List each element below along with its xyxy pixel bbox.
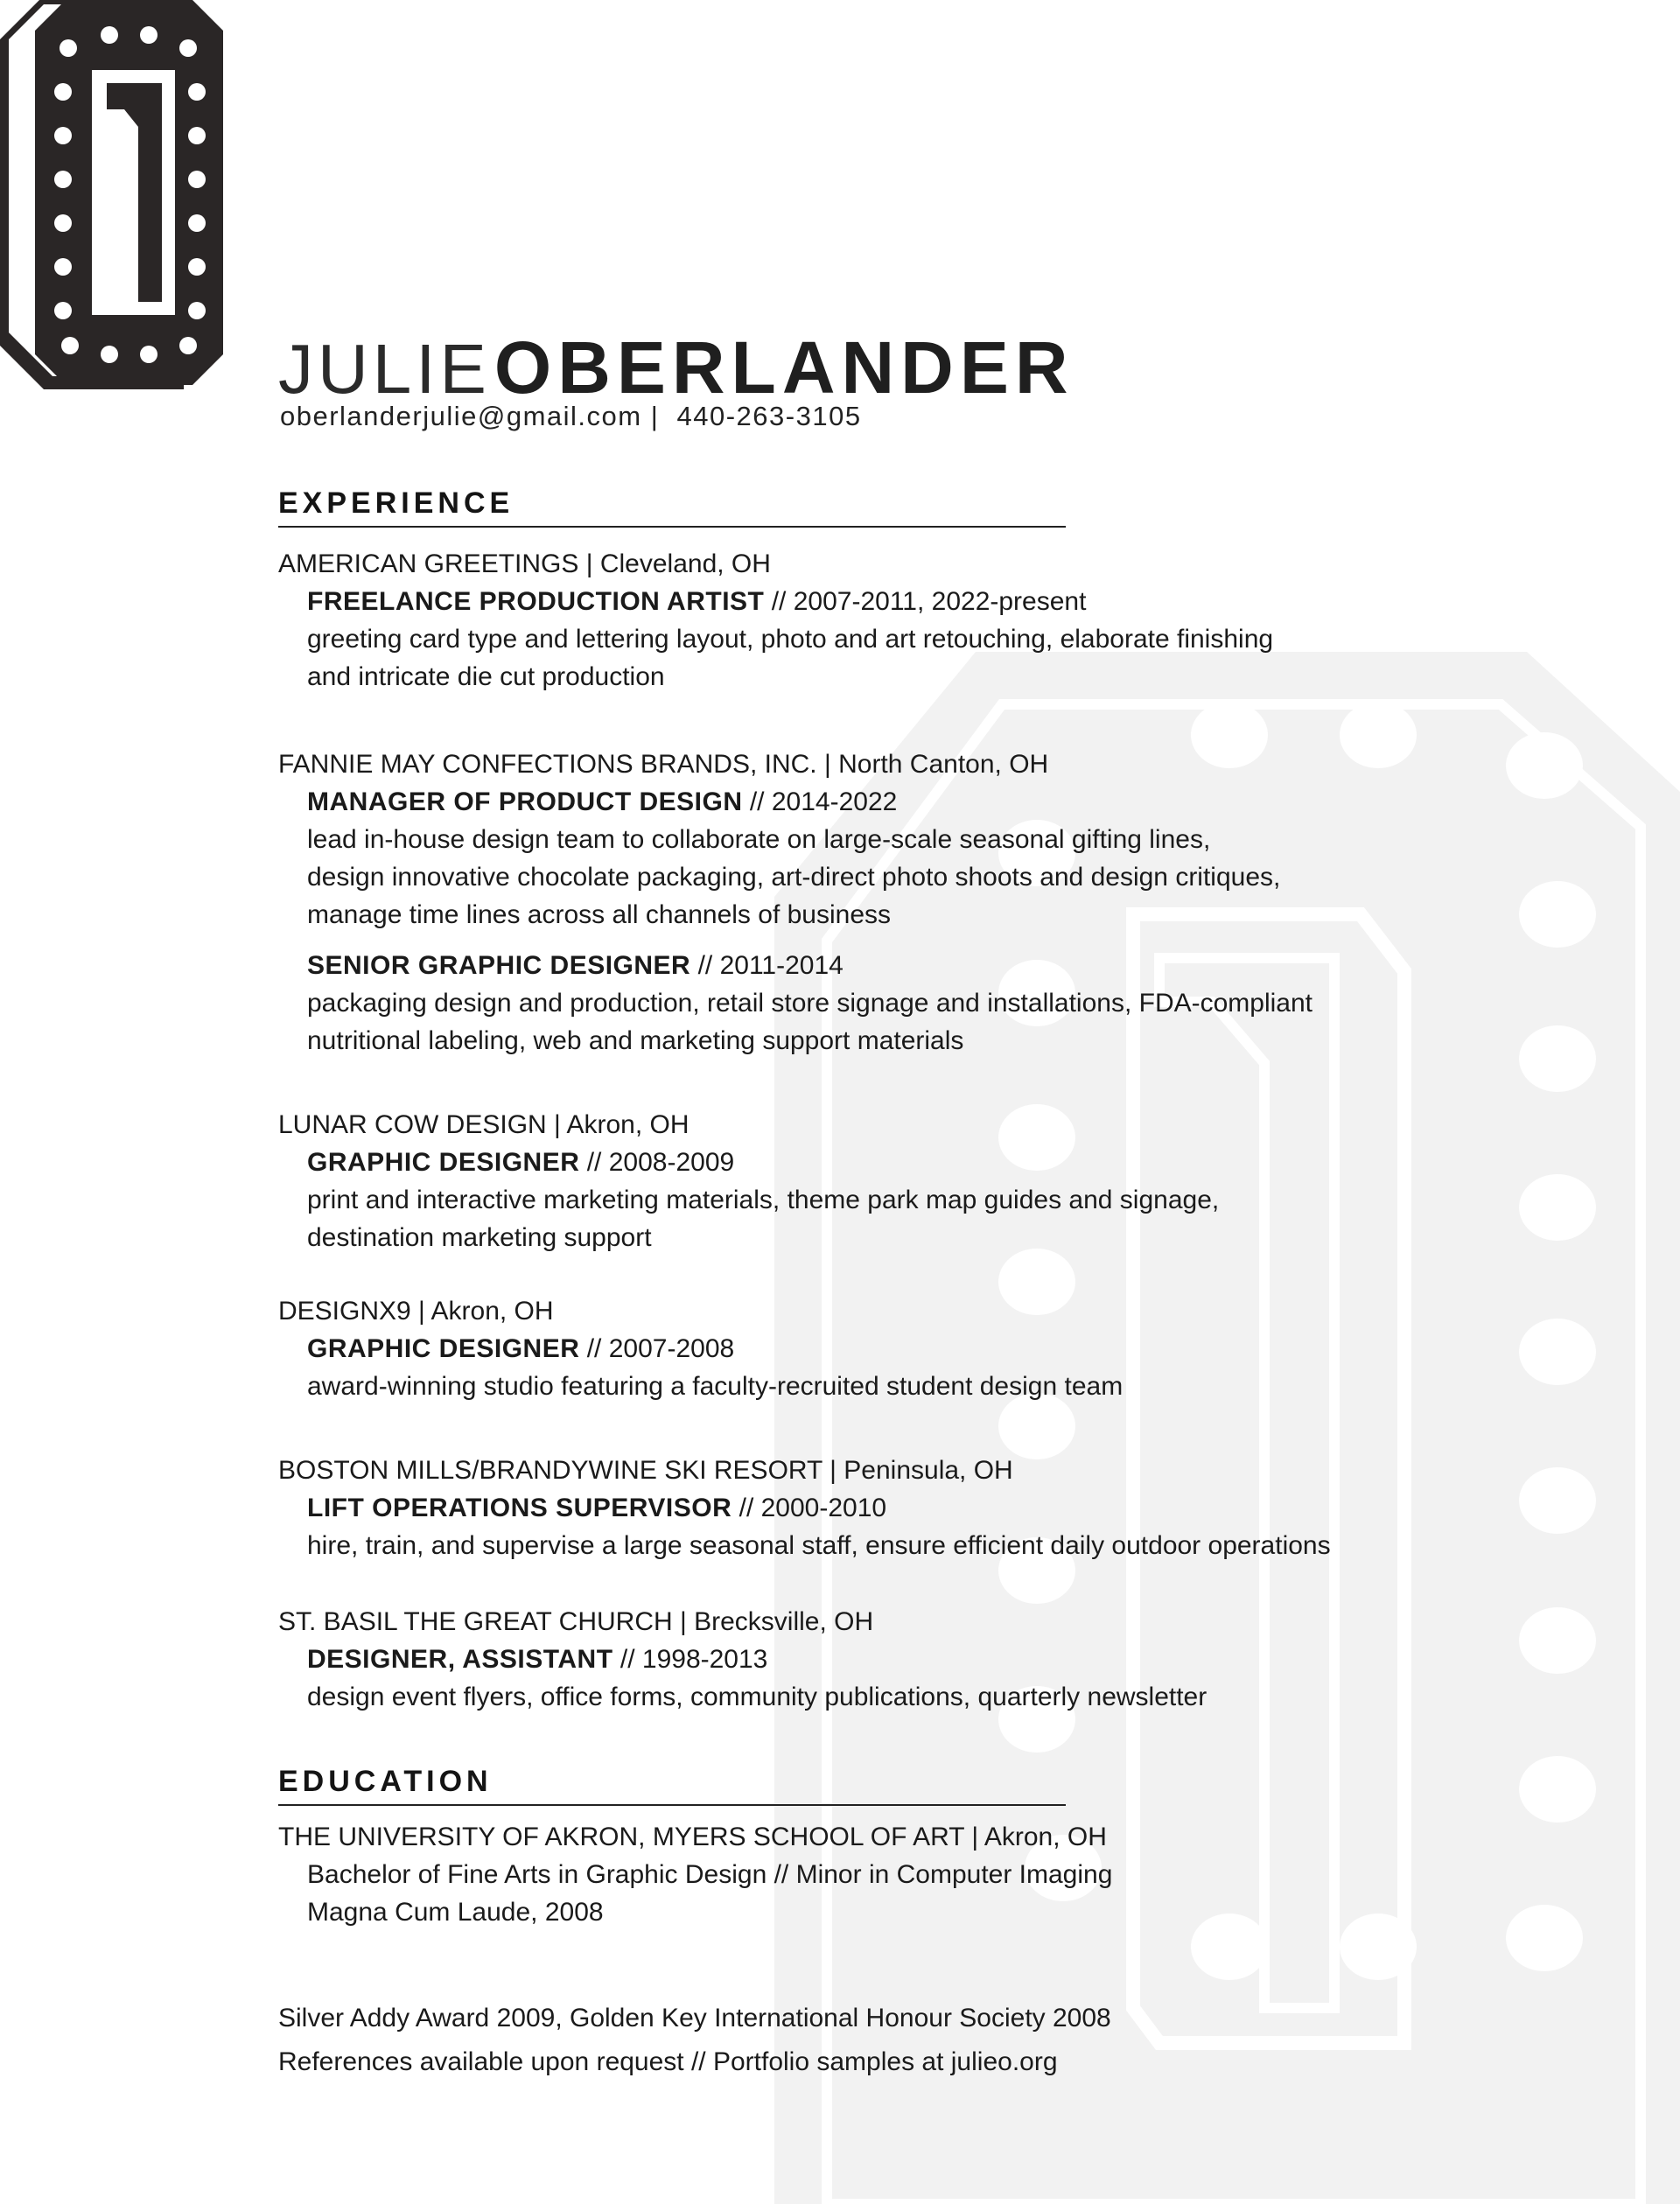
role-title: GRAPHIC DESIGNER [307, 1148, 580, 1177]
role-line [278, 783, 1312, 821]
role-dates: // 2007-2011, 2022-present [764, 587, 1087, 616]
role-dates: // 2011-2014 [690, 951, 844, 980]
company-line: ST. BASIL THE GREAT CHURCH | Brecksville, OH [278, 1607, 874, 1636]
role-dates: // 1998-2013 [612, 1645, 768, 1674]
experience-heading: EXPERIENCE [278, 486, 1066, 528]
role-description: award-winning studio featuring a faculty-recruited student design team [307, 1372, 1124, 1401]
role-title: SENIOR GRAPHIC DESIGNER [307, 951, 691, 980]
role-line [278, 1330, 1123, 1368]
role-line [278, 1489, 1331, 1527]
role-line [278, 947, 1312, 984]
role-description: greeting card type and lettering layout, photo and art retouching, elaborate finishing [307, 625, 1274, 654]
role-description: manage time lines across all channels of business [307, 900, 892, 929]
role-dates: // 2008-2009 [579, 1148, 735, 1177]
honors-line: Magna Cum Laude, 2008 [307, 1898, 604, 1927]
role-description: destination marketing support [307, 1223, 652, 1252]
job-american-greetings [278, 545, 1273, 696]
role-title: LIFT OPERATIONS SUPERVISOR [307, 1494, 732, 1522]
role-title: MANAGER OF PRODUCT DESIGN [307, 787, 743, 816]
company-line: BOSTON MILLS/BRANDYWINE SKI RESORT | Peninsula, OH [278, 1456, 1013, 1485]
role-title: DESIGNER, ASSISTANT [307, 1645, 613, 1674]
job-fannie-may [278, 745, 1312, 1060]
role-description: hire, train, and supervise a large seasonal staff, ensure efficient daily outdoor operations [307, 1531, 1331, 1560]
role-description: and intricate die cut production [307, 662, 665, 691]
job-st-basil [278, 1603, 1207, 1716]
role-description: design event flyers, office forms, community publications, quarterly newsletter [307, 1683, 1208, 1711]
references-line: References available upon request // Portfolio samples at julieo.org [278, 2047, 1058, 2076]
role-description: packaging design and production, retail store signage and installations, FDA-compliant [307, 989, 1313, 1018]
contact-separator: | [641, 401, 677, 431]
role-description: design innovative chocolate packaging, art-direct photo shoots and design critiques, [307, 863, 1281, 892]
contact-line [280, 401, 862, 432]
role-dates: // 2007-2008 [579, 1334, 735, 1363]
awards-line: Silver Addy Award 2009, Golden Key International Honour Society 2008 [278, 2004, 1111, 2033]
job-boston-mills [278, 1452, 1331, 1564]
company-line: DESIGNX9 | Akron, OH [278, 1297, 554, 1326]
role-dates: // 2014-2022 [742, 787, 898, 816]
job-lunar-cow [278, 1106, 1219, 1256]
page-title [278, 325, 1074, 411]
company-line: AMERICAN GREETINGS | Cleveland, OH [278, 549, 771, 578]
role-title: GRAPHIC DESIGNER [307, 1334, 580, 1363]
degree-line: Bachelor of Fine Arts in Graphic Design // Minor in Computer Imaging [307, 1860, 1113, 1889]
email-link[interactable]: oberlanderjulie@gmail.com [280, 401, 642, 431]
school-line: THE UNIVERSITY OF AKRON, MYERS SCHOOL OF ART | Akron, OH [278, 1823, 1107, 1851]
last-name: OBERLANDER [494, 326, 1074, 409]
first-name: JULIE [278, 330, 491, 408]
education-heading: EDUCATION [278, 1765, 1066, 1806]
education-entry [278, 1818, 1112, 1931]
job-designx9 [278, 1292, 1123, 1405]
role-line [278, 1144, 1219, 1181]
role-dates: // 2000-2010 [732, 1494, 887, 1522]
role-description: nutritional labeling, web and marketing support materials [307, 1026, 964, 1055]
role-description: print and interactive marketing materials, theme park map guides and signage, [307, 1186, 1220, 1214]
company-line: FANNIE MAY CONFECTIONS BRANDS, INC. | North Canton, OH [278, 750, 1049, 779]
phone-number: 440-263-3105 [676, 401, 862, 431]
education-section [278, 1765, 1066, 1806]
role-description: lead in-house design team to collaborate on large-scale seasonal gifting lines, [307, 825, 1211, 854]
role-line [278, 1641, 1207, 1678]
monogram-logo-icon [0, 0, 228, 389]
role-title: FREELANCE PRODUCTION ARTIST [307, 587, 765, 616]
experience-section [278, 486, 1066, 528]
company-line: LUNAR COW DESIGN | Akron, OH [278, 1110, 690, 1139]
role-line [278, 583, 1273, 620]
